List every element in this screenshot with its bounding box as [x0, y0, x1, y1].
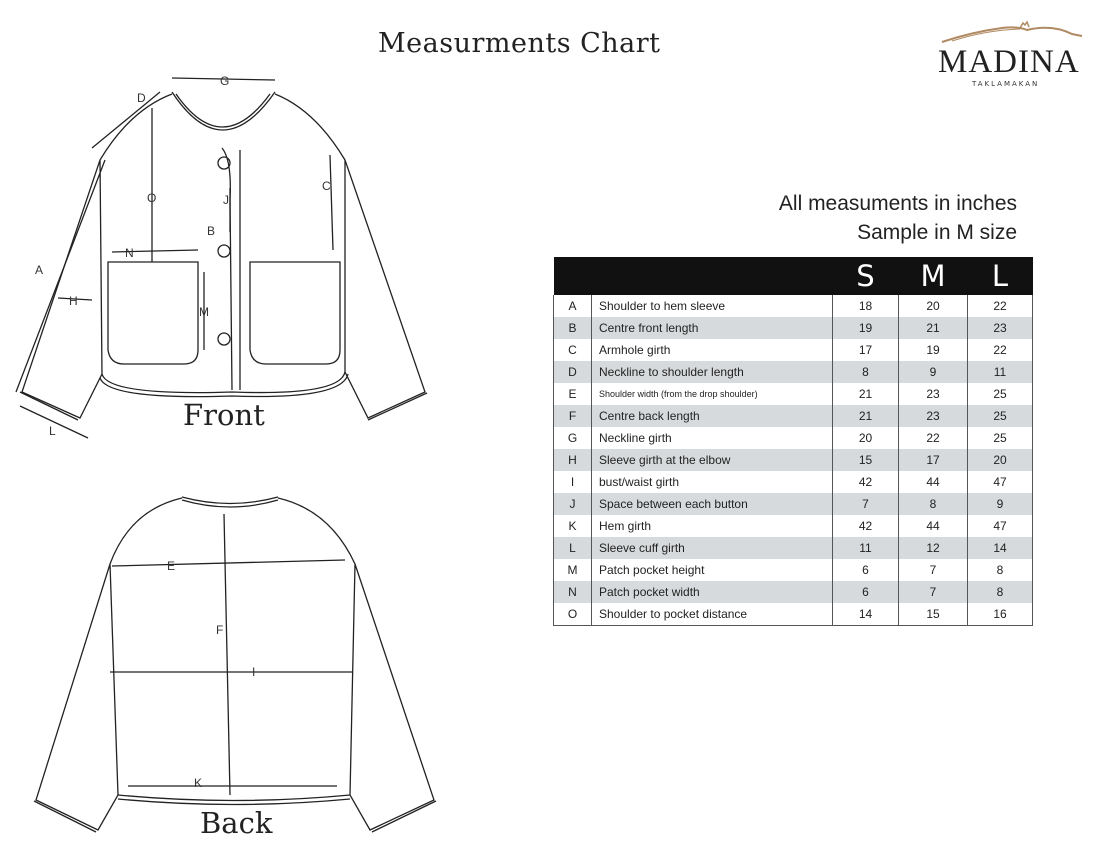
table-row [554, 603, 1033, 626]
cell-code: N [554, 581, 592, 603]
cell-m: 20 [899, 295, 968, 317]
cell-desc: Centre front length [592, 317, 833, 339]
table-row [554, 295, 1033, 317]
front-label-o: O [147, 191, 157, 205]
cell-l: 11 [968, 361, 1033, 383]
header-size-m: M [899, 257, 968, 295]
cell-s: 6 [833, 581, 899, 603]
cell-desc: bust/waist girth [592, 471, 833, 493]
cell-m: 19 [899, 339, 968, 361]
table-row [554, 405, 1033, 427]
front-label-j: J [223, 193, 229, 207]
header-desc [592, 257, 833, 295]
cell-l: 25 [968, 405, 1033, 427]
cell-m: 17 [899, 449, 968, 471]
cell-desc: Centre back length [592, 405, 833, 427]
cell-desc: Sleeve cuff girth [592, 537, 833, 559]
back-label-f: F [216, 623, 224, 637]
cell-s: 21 [833, 405, 899, 427]
cell-code: A [554, 295, 592, 317]
header-code [554, 257, 592, 295]
cell-s: 6 [833, 559, 899, 581]
cell-s: 7 [833, 493, 899, 515]
table-row [554, 537, 1033, 559]
brand-logo [932, 14, 1092, 94]
front-label-m: M [199, 305, 209, 319]
cell-code: E [554, 383, 592, 405]
table-row [554, 361, 1033, 383]
table-row [554, 427, 1033, 449]
cell-s: 15 [833, 449, 899, 471]
cell-m: 8 [899, 493, 968, 515]
table-row [554, 471, 1033, 493]
cell-l: 22 [968, 295, 1033, 317]
cell-l: 25 [968, 383, 1033, 405]
brand-tagline: TAKLAMAKAN [972, 80, 1040, 88]
cell-s: 18 [833, 295, 899, 317]
front-view-label: Front [183, 398, 265, 432]
table-row [554, 449, 1033, 471]
cell-desc: Hem girth [592, 515, 833, 537]
cell-s: 19 [833, 317, 899, 339]
header-size-l: L [968, 257, 1033, 295]
cell-l: 23 [968, 317, 1033, 339]
front-label-a: A [35, 263, 44, 277]
front-label-d: D [137, 91, 146, 105]
cell-code: C [554, 339, 592, 361]
cell-s: 42 [833, 515, 899, 537]
page-title: Measurments Chart [378, 28, 661, 59]
cell-l: 25 [968, 427, 1033, 449]
cell-code: D [554, 361, 592, 383]
sample-size-note: Sample in M size [857, 221, 1017, 244]
table-row [554, 493, 1033, 515]
cell-s: 14 [833, 603, 899, 626]
units-note: All measuments in inches [778, 192, 1017, 215]
cell-desc: Shoulder to hem sleeve [592, 295, 833, 317]
table-row [554, 383, 1033, 405]
cell-desc: Armhole girth [592, 339, 833, 361]
cell-desc: Sleeve girth at the elbow [592, 449, 833, 471]
cell-l: 14 [968, 537, 1033, 559]
table-row [554, 581, 1033, 603]
cell-l: 47 [968, 471, 1033, 493]
cell-code: M [554, 559, 592, 581]
cell-s: 11 [833, 537, 899, 559]
table-row [554, 515, 1033, 537]
cell-m: 22 [899, 427, 968, 449]
cell-code: L [554, 537, 592, 559]
cell-m: 7 [899, 559, 968, 581]
cell-m: 7 [899, 581, 968, 603]
brand-name: MADINA [938, 44, 1080, 80]
front-label-c: C [322, 179, 331, 193]
cell-m: 21 [899, 317, 968, 339]
cell-l: 9 [968, 493, 1033, 515]
cell-code: B [554, 317, 592, 339]
measurement-table [553, 257, 1033, 626]
front-label-l: L [49, 424, 56, 438]
back-label-e: E [167, 559, 176, 573]
table-row [554, 317, 1033, 339]
cell-m: 44 [899, 471, 968, 493]
table-row [554, 339, 1033, 361]
cell-desc: Neckline to shoulder length [592, 361, 833, 383]
front-label-g: G [220, 74, 230, 88]
cell-s: 20 [833, 427, 899, 449]
cell-s: 17 [833, 339, 899, 361]
cell-m: 23 [899, 405, 968, 427]
cell-desc: Patch pocket height [592, 559, 833, 581]
front-label-h: H [69, 294, 78, 308]
cell-l: 47 [968, 515, 1033, 537]
front-label-b: B [207, 224, 216, 238]
cell-desc: Shoulder width (from the drop shoulder) [592, 383, 833, 405]
cell-desc: Shoulder to pocket distance [592, 603, 833, 626]
back-jacket-diagram [0, 0, 440, 854]
back-view-label: Back [200, 806, 273, 840]
cell-m: 44 [899, 515, 968, 537]
cell-m: 23 [899, 383, 968, 405]
cell-code: K [554, 515, 592, 537]
cell-desc: Patch pocket width [592, 581, 833, 603]
cell-desc: Neckline girth [592, 427, 833, 449]
cell-code: O [554, 603, 592, 626]
cell-code: J [554, 493, 592, 515]
table-row [554, 559, 1033, 581]
front-label-n: N [125, 246, 134, 260]
cell-code: F [554, 405, 592, 427]
header-size-s: S [833, 257, 899, 295]
cell-s: 42 [833, 471, 899, 493]
cell-l: 20 [968, 449, 1033, 471]
cell-m: 12 [899, 537, 968, 559]
back-label-k: K [194, 776, 203, 790]
cell-l: 16 [968, 603, 1033, 626]
cell-l: 22 [968, 339, 1033, 361]
back-label-i: I [252, 665, 256, 679]
cell-desc: Space between each button [592, 493, 833, 515]
cell-l: 8 [968, 559, 1033, 581]
cell-m: 9 [899, 361, 968, 383]
cell-s: 21 [833, 383, 899, 405]
cell-code: H [554, 449, 592, 471]
cell-s: 8 [833, 361, 899, 383]
cell-code: I [554, 471, 592, 493]
cell-l: 8 [968, 581, 1033, 603]
cell-m: 15 [899, 603, 968, 626]
table-header-row [554, 257, 1033, 295]
cell-code: G [554, 427, 592, 449]
